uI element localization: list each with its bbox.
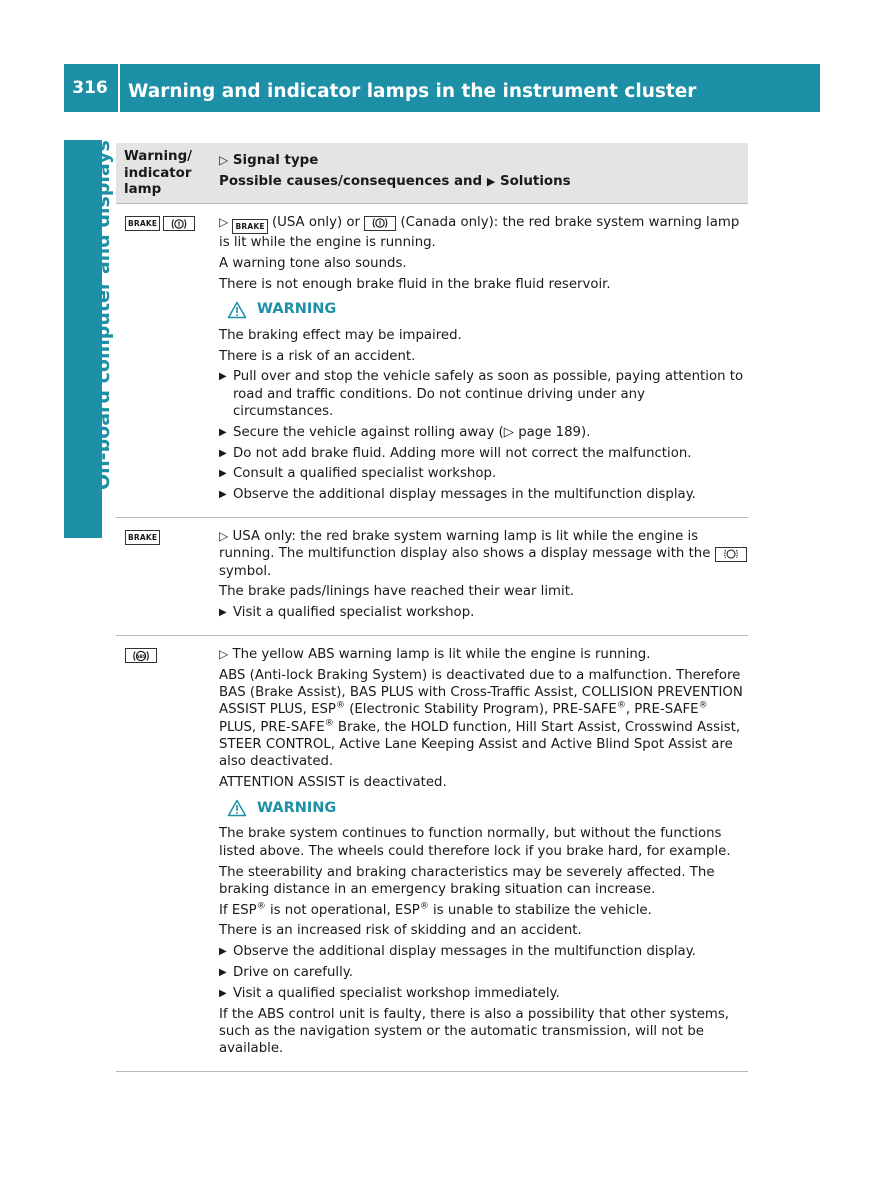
page-header [64, 64, 820, 112]
signal-triangle-icon: ▷ [219, 529, 229, 544]
lamp-cell [125, 530, 160, 545]
warning-triangle-icon [227, 301, 247, 319]
action-step: ▶ Visit a qualified specialist workshop. [219, 604, 747, 621]
brake-circle-warning-icon [364, 216, 396, 231]
warning-notice: WARNING [227, 799, 747, 817]
action-step: ▶ Observe the additional display messages in the multifunction display. [219, 943, 747, 960]
column-header-lamp: Warning/ indicator lamp [124, 149, 193, 197]
action-step: ▶ Consult a qualified specialist workshop. [219, 465, 747, 482]
svg-text:!: ! [378, 219, 382, 228]
signal-triangle-icon: ▷ [219, 153, 229, 167]
lamp-cell [125, 648, 157, 663]
table-row [116, 636, 748, 1072]
description-cell: ▷ USA only: the red brake system warning lamp is lit while the engine is running. The multifunction display also shows a display message with the symbol. The brake pads/linings have reached their wear limit. ▶ Visit a qualified specialist workshop. [219, 518, 747, 635]
action-step: ▶ Pull over and stop the vehicle safely as soon as possible, paying attention to road and traffic conditions. Do not continue driving under any circumstances. [219, 368, 747, 420]
action-step: ▶ Do not add brake fluid. Adding more will not correct the malfunction. [219, 445, 747, 462]
description-cell: ▷ BRAKE (USA only) or ! (Canada only): the red brake system warning lamp is lit while the engine is running. A warning tone also sounds. There is not enough brake fluid in the brake fluid reservoir. WARNING The braking effect may be impaired. There is a risk of an accident. ▶ Pull over and stop the vehicle safely as soon as possible, paying attention to road and traffic conditions. Do not continue driving under any circumstances. ▶ Secure the vehicle against rolling away (▷ page 189). ▶ Do not add brake fluid. Adding more will not correct the malfunction. ▶ Consult a qualified specialist workshop. ▶ Observe the additional display messages in the multifunction display. [219, 204, 747, 517]
brake-warning-icon: BRAKE [125, 216, 160, 231]
action-step: ▶ Secure the vehicle against rolling away (▷ page 189). [219, 424, 747, 441]
action-step: ▶ Observe the additional display messages in the multifunction display. [219, 486, 747, 503]
signal-triangle-icon: ▷ [219, 647, 229, 662]
svg-text:!: ! [177, 220, 181, 229]
lamp-cell [125, 216, 195, 231]
description-cell: ▷ The yellow ABS warning lamp is lit while the engine is running. ABS (Anti-lock Braking System) is deactivated due to a malfunction. Therefore BAS (Brake Assist), BAS PLUS with Cross-Traffic Assist, COLLISION PREVENTION ASSIST PLUS, ESP® (Electronic Stability Program), PRE-SAFE®, PRE-SAFE® PLUS, PRE-SAFE® Brake, the HOLD function, Hill Start Assist, Crosswind Assist, STEER CONTROL, Active Lane Keeping Assist and Active Blind Spot Assist are also deactivated. ATTENTION ASSIST is deactivated. WARNING The brake system continues to function normally, but without the functions listed above. The wheels could therefore lock if you brake hard, for example. The steerability and braking characteristics may be severely affected. The braking distance in an emergency braking situation can increase. If ESP® is not operational, ESP® is unable to stabilize the vehicle. There is an increased risk of skidding and an accident. ▶ Observe the additional display messages in the multifunction display. ▶ Drive on carefully. ▶ Visit a qualified specialist workshop immediately. If the ABS control unit is faulty, there is also a possibility that other systems, such as the navigation system or the automatic transmission, will not be available. [219, 636, 747, 1071]
warning-triangle-icon [227, 799, 247, 817]
page-number: 316 [72, 78, 108, 98]
table-row [116, 204, 748, 518]
signal-triangle-icon: ▷ [219, 215, 229, 229]
column-header-signal: ▷ Signal type Possible causes/consequences and ▶ Solutions [219, 153, 571, 189]
action-arrow-icon: ▶ [486, 175, 496, 188]
warning-notice: WARNING [227, 301, 747, 319]
warning-lamp-table [116, 143, 748, 1072]
table-header [116, 143, 748, 204]
brake-warning-icon: BRAKE [125, 530, 160, 545]
brake-warning-icon: BRAKE [232, 219, 267, 234]
brake-circle-warning-icon [163, 216, 195, 231]
table-row [116, 518, 748, 636]
chapter-label: On-board computer and displays [92, 140, 114, 490]
page-title: Warning and indicator lamps in the instrument cluster [128, 81, 697, 102]
abs-warning-icon [125, 648, 157, 663]
brake-pad-wear-icon [715, 547, 747, 562]
action-step: ▶ Drive on carefully. [219, 964, 747, 981]
action-step: ▶ Visit a qualified specialist workshop immediately. [219, 985, 747, 1002]
svg-text:ABS: ABS [135, 654, 147, 660]
header-divider [118, 64, 120, 112]
